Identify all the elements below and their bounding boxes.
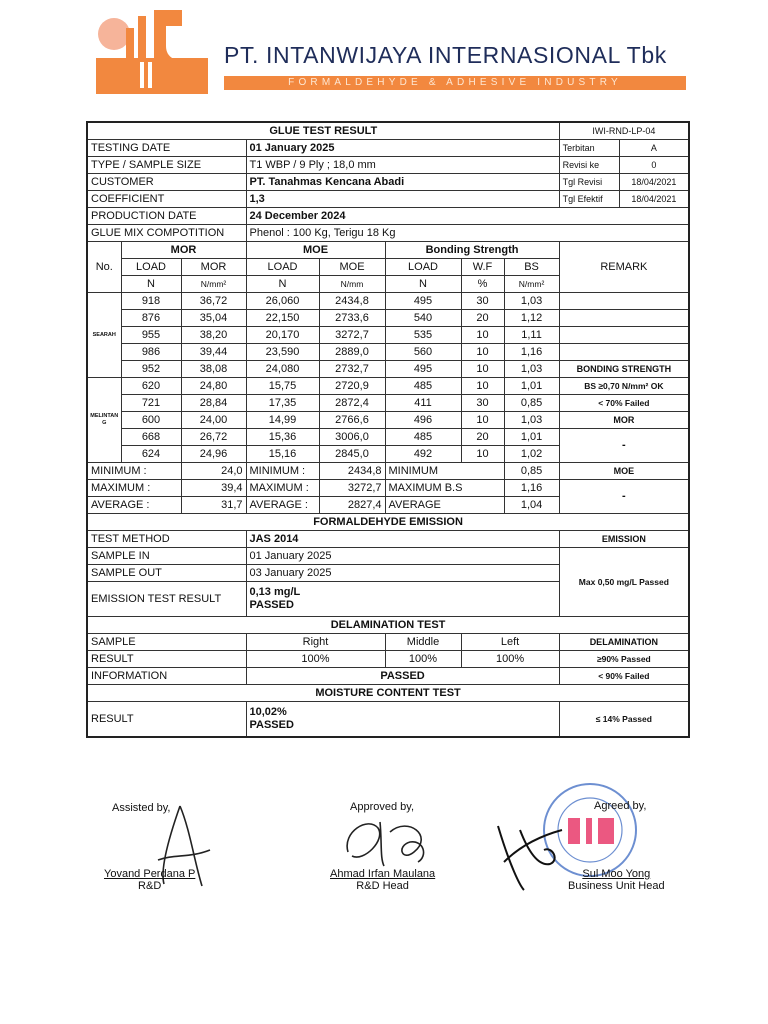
data-cell: 624	[121, 446, 181, 463]
signature-title: Business Unit Head	[568, 880, 665, 892]
data-cell: 14,99	[246, 412, 319, 429]
data-cell: 10	[461, 361, 504, 378]
group-mor: MOR	[121, 242, 246, 259]
signature-agreed-block	[568, 868, 665, 892]
data-cell: 10	[461, 344, 504, 361]
meta-value: 0	[619, 157, 689, 174]
emission-result-status: PASSED	[249, 599, 294, 611]
data-cell: 495	[385, 361, 461, 378]
unit-pct: %	[461, 276, 504, 293]
emission-side-title: EMISSION	[559, 531, 689, 548]
signature-name: Sul Moo Yong	[582, 868, 651, 880]
data-cell: 485	[385, 429, 461, 446]
summary-label: MAXIMUM B.S	[385, 480, 504, 497]
signature-name: Ahmad Irfan Maulana	[330, 868, 436, 880]
summary-label: AVERAGE :	[87, 497, 181, 514]
emission-result-value: 0,13 mg/L	[249, 586, 301, 598]
signature-role: Agreed by,	[594, 800, 647, 812]
remark-mor-title: MOR	[559, 412, 689, 429]
data-cell: 2889,0	[319, 344, 385, 361]
emission-result	[246, 582, 559, 617]
data-cell: 3272,7	[319, 327, 385, 344]
data-cell: 24,96	[181, 446, 246, 463]
delamination-title: DELAMINATION TEST	[87, 617, 689, 634]
delam-position: Left	[461, 634, 559, 651]
unit-n: N	[121, 276, 181, 293]
data-cell: 1,03	[504, 361, 559, 378]
col-remark: REMARK	[559, 242, 689, 293]
col-bs: BS	[504, 259, 559, 276]
emission-value: JAS 2014	[246, 531, 559, 548]
signature-assisted-block	[104, 868, 195, 892]
data-cell: 39,44	[181, 344, 246, 361]
remark-moe-value: -	[559, 480, 689, 514]
signature-approved-scribble	[338, 812, 438, 872]
data-cell: 35,04	[181, 310, 246, 327]
emission-result-label: EMISSION TEST RESULT	[87, 582, 246, 617]
data-cell: 1,03	[504, 412, 559, 429]
emission-value: 01 January 2025	[246, 548, 559, 565]
summary-value: 0,85	[504, 463, 559, 480]
col-load: LOAD	[246, 259, 319, 276]
field-value: Phenol : 100 Kg, Terigu 18 Kg	[246, 225, 689, 242]
field-label: TESTING DATE	[87, 140, 246, 157]
field-value: T1 WBP / 9 Ply ; 18,0 mm	[246, 157, 559, 174]
data-cell: 411	[385, 395, 461, 412]
field-label: PRODUCTION DATE	[87, 208, 246, 225]
summary-value: 3272,7	[319, 480, 385, 497]
field-value: 24 December 2024	[246, 208, 689, 225]
summary-value: 2434,8	[319, 463, 385, 480]
data-cell: 24,00	[181, 412, 246, 429]
meta-value: 18/04/2021	[619, 174, 689, 191]
data-cell: 918	[121, 293, 181, 310]
summary-value: 31,7	[181, 497, 246, 514]
data-cell: 560	[385, 344, 461, 361]
data-cell: 668	[121, 429, 181, 446]
delam-result-label: RESULT	[87, 651, 246, 668]
data-cell: 876	[121, 310, 181, 327]
data-cell: 2733,6	[319, 310, 385, 327]
col-load: LOAD	[121, 259, 181, 276]
emission-label: SAMPLE IN	[87, 548, 246, 565]
data-cell: 1,03	[504, 293, 559, 310]
remark-empty	[559, 344, 689, 361]
data-cell: 535	[385, 327, 461, 344]
col-mor: MOR	[181, 259, 246, 276]
unit-nmm2: N/mm²	[504, 276, 559, 293]
data-cell: 38,20	[181, 327, 246, 344]
data-cell: 620	[121, 378, 181, 395]
delam-side-pass: ≥90% Passed	[559, 651, 689, 668]
field-value: 1,3	[246, 191, 559, 208]
delam-side-title: DELAMINATION	[559, 634, 689, 651]
col-no: No.	[87, 242, 121, 293]
delam-position: Middle	[385, 634, 461, 651]
moisture-result-label: RESULT	[87, 702, 246, 738]
delam-side-fail: < 90% Failed	[559, 668, 689, 685]
data-cell: 1,02	[504, 446, 559, 463]
data-cell: 30	[461, 395, 504, 412]
summary-value: 24,0	[181, 463, 246, 480]
company-tagline: FORMALDEHYDE & ADHESIVE INDUSTRY	[224, 76, 686, 90]
data-cell: 30	[461, 293, 504, 310]
data-cell: 24,080	[246, 361, 319, 378]
data-cell: 986	[121, 344, 181, 361]
emission-side-text: Max 0,50 mg/L Passed	[559, 548, 689, 617]
remark-empty	[559, 327, 689, 344]
data-cell: 23,590	[246, 344, 319, 361]
formaldehyde-title: FORMALDEHYDE EMISSION	[87, 514, 689, 531]
moisture-result	[246, 702, 559, 738]
section-label-melintang: MELINTANG	[87, 378, 121, 463]
company-logo	[96, 6, 208, 94]
data-cell: 10	[461, 412, 504, 429]
data-cell: 22,150	[246, 310, 319, 327]
data-cell: 721	[121, 395, 181, 412]
data-cell: 15,75	[246, 378, 319, 395]
signature-role: Approved by,	[350, 801, 415, 813]
moisture-status: PASSED	[249, 719, 294, 731]
data-cell: 17,35	[246, 395, 319, 412]
data-cell: 15,16	[246, 446, 319, 463]
data-cell: 26,72	[181, 429, 246, 446]
data-cell: 36,72	[181, 293, 246, 310]
data-cell: 10	[461, 378, 504, 395]
data-cell: 3006,0	[319, 429, 385, 446]
data-cell: 20,170	[246, 327, 319, 344]
emission-label: SAMPLE OUT	[87, 565, 246, 582]
meta-label: Terbitan	[559, 140, 619, 157]
unit-n: N	[385, 276, 461, 293]
remark-bonding-fail: < 70% Failed	[559, 395, 689, 412]
summary-label: MAXIMUM :	[87, 480, 181, 497]
moisture-title: MOISTURE CONTENT TEST	[87, 685, 689, 702]
unit-nmm2: N/mm²	[181, 276, 246, 293]
data-cell: 38,08	[181, 361, 246, 378]
data-cell: 2732,7	[319, 361, 385, 378]
field-label: COEFFICIENT	[87, 191, 246, 208]
remark-bonding-title: BONDING STRENGTH	[559, 361, 689, 378]
remark-mor-value: -	[559, 429, 689, 463]
signature-agreed	[594, 800, 646, 812]
glue-test-table	[86, 121, 690, 738]
summary-value: 2827,4	[319, 497, 385, 514]
signature-title: R&D	[138, 880, 162, 892]
data-cell: 492	[385, 446, 461, 463]
data-cell: 1,12	[504, 310, 559, 327]
company-name: PT. INTANWIJAYA INTERNASIONAL Tbk	[224, 42, 667, 68]
summary-value: 1,04	[504, 497, 559, 514]
summary-label: AVERAGE	[385, 497, 504, 514]
meta-label: Revisi ke	[559, 157, 619, 174]
data-cell: 26,060	[246, 293, 319, 310]
meta-label: Tgl Revisi	[559, 174, 619, 191]
data-cell: 2720,9	[319, 378, 385, 395]
unit-n: N	[246, 276, 319, 293]
doc-code: IWI-RND-LP-04	[559, 122, 689, 140]
doc-title: GLUE TEST RESULT	[87, 122, 559, 140]
data-cell: 955	[121, 327, 181, 344]
summary-label: MAXIMUM :	[246, 480, 319, 497]
data-cell: 10	[461, 327, 504, 344]
col-moe: MOE	[319, 259, 385, 276]
moisture-side-text: ≤ 14% Passed	[559, 702, 689, 738]
field-value: PT. Tanahmas Kencana Abadi	[246, 174, 559, 191]
signature-title: R&D Head	[356, 880, 409, 892]
data-cell: 2872,4	[319, 395, 385, 412]
field-label: GLUE MIX COMPOTITION	[87, 225, 246, 242]
summary-label: MINIMUM :	[87, 463, 181, 480]
delam-info: PASSED	[246, 668, 559, 685]
data-cell: 20	[461, 429, 504, 446]
data-cell: 1,11	[504, 327, 559, 344]
section-label-searah: SEARAH	[87, 293, 121, 378]
data-cell: 10	[461, 446, 504, 463]
data-cell: 15,36	[246, 429, 319, 446]
data-cell: 28,84	[181, 395, 246, 412]
field-value: 01 January 2025	[246, 140, 559, 157]
data-cell: 952	[121, 361, 181, 378]
data-cell: 20	[461, 310, 504, 327]
signature-role: Assisted by,	[112, 802, 171, 814]
meta-label: Tgl Efektif	[559, 191, 619, 208]
summary-label: AVERAGE :	[246, 497, 319, 514]
col-wf: W.F	[461, 259, 504, 276]
data-cell: 1,16	[504, 344, 559, 361]
data-cell: 2845,0	[319, 446, 385, 463]
moisture-value: 10,02%	[249, 706, 287, 718]
delam-result: 100%	[246, 651, 385, 668]
group-bonding: Bonding Strength	[385, 242, 559, 259]
summary-label: MINIMUM	[385, 463, 504, 480]
remark-empty	[559, 310, 689, 327]
data-cell: 600	[121, 412, 181, 429]
summary-value: 1,16	[504, 480, 559, 497]
field-label: CUSTOMER	[87, 174, 246, 191]
signature-name: Yovand Perdana P	[104, 868, 196, 880]
data-cell: 2766,6	[319, 412, 385, 429]
delam-result: 100%	[461, 651, 559, 668]
remark-bonding-ok: BS ≥0,70 N/mm² OK	[559, 378, 689, 395]
data-cell: 485	[385, 378, 461, 395]
data-cell: 495	[385, 293, 461, 310]
summary-value: 39,4	[181, 480, 246, 497]
data-cell: 496	[385, 412, 461, 429]
data-cell: 24,80	[181, 378, 246, 395]
col-load: LOAD	[385, 259, 461, 276]
data-cell: 1,01	[504, 429, 559, 446]
data-cell: 1,01	[504, 378, 559, 395]
delam-position: Right	[246, 634, 385, 651]
group-moe: MOE	[246, 242, 385, 259]
field-label: TYPE / SAMPLE SIZE	[87, 157, 246, 174]
remark-moe-title: MOE	[559, 463, 689, 480]
delam-sample-label: SAMPLE	[87, 634, 246, 651]
signature-approved-block	[330, 868, 435, 892]
summary-label: MINIMUM :	[246, 463, 319, 480]
data-cell: 0,85	[504, 395, 559, 412]
data-cell: 2434,8	[319, 293, 385, 310]
data-cell: 540	[385, 310, 461, 327]
meta-value: 18/04/2021	[619, 191, 689, 208]
emission-value: 03 January 2025	[246, 565, 559, 582]
meta-value: A	[619, 140, 689, 157]
delam-result: 100%	[385, 651, 461, 668]
unit-nmm: N/mm	[319, 276, 385, 293]
emission-label: TEST METHOD	[87, 531, 246, 548]
remark-empty	[559, 293, 689, 310]
delam-info-label: INFORMATION	[87, 668, 246, 685]
